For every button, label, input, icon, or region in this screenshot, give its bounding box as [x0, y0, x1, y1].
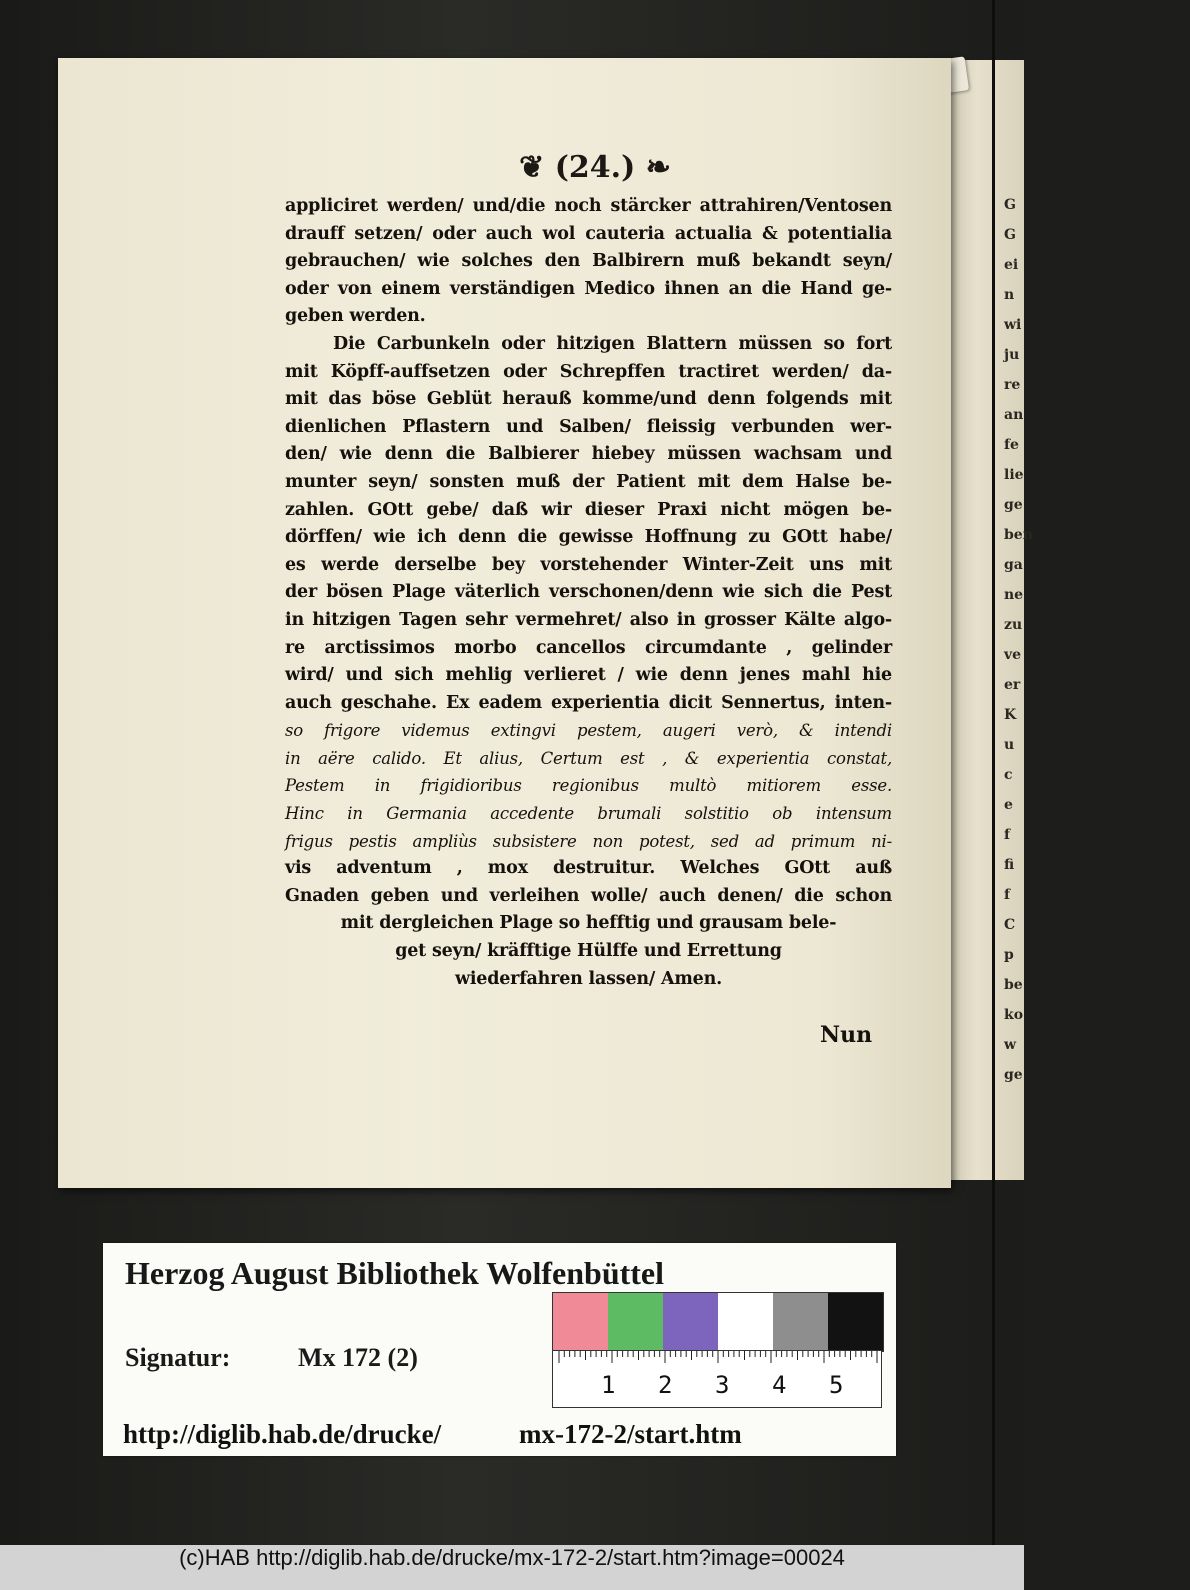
margin-letter: w — [1004, 1037, 1017, 1053]
margin-letter: ge — [1004, 497, 1023, 513]
library-title: Herzog August Bibliothek Wolfenbüttel — [125, 1255, 665, 1291]
text-line: in aëre calido. Et alius, Certum est , & experientia constat, — [285, 748, 892, 768]
ruler-number: 3 — [715, 1371, 730, 1399]
ruler-number: 5 — [829, 1371, 844, 1399]
margin-letter: ei — [1004, 257, 1019, 273]
text-line: den/ wie denn die Balbierer hiebey müssen wachsam und — [285, 444, 892, 465]
text-line: Pestem in frigidioribus regionibus multò mitiorem esse. — [285, 776, 892, 796]
text-line: auch geschahe. Ex eadem experientia dicit Sennertus, inten- — [285, 692, 892, 713]
margin-letter: ge — [1004, 1067, 1023, 1083]
color-swatch — [828, 1293, 883, 1351]
url-part-1: http://diglib.hab.de/drucke/ — [123, 1419, 442, 1449]
color-chart — [552, 1292, 884, 1352]
next-page-letters — [1004, 190, 1033, 1090]
ornament-right: ❧ — [645, 150, 671, 185]
text-line: dienlichen Pflastern und Salben/ fleissig verbunden wer- — [285, 416, 892, 437]
margin-letter: p — [1004, 947, 1014, 963]
margin-letter: lie — [1004, 467, 1024, 483]
catchword: Nun — [820, 1022, 873, 1048]
text-line: vis adventum , mox destruitur. Welches GOtt auß — [285, 858, 892, 879]
color-swatch — [608, 1293, 663, 1351]
text-line: Hinc in Germania accedente brumali solstitio ob intensum — [285, 804, 892, 824]
text-line: get seyn/ kräfftige Hülffe und Errettung — [395, 941, 782, 962]
text-line: geben werden. — [285, 306, 426, 327]
text-line: mit das böse Geblüt herauß komme/und denn folgends mit — [285, 389, 892, 410]
book-edge — [992, 0, 995, 1545]
text-line: wird/ und sich mehlig verlieret / wie denn jenes mahl hie — [285, 665, 892, 686]
margin-letter: n — [1004, 287, 1015, 303]
library-card — [103, 1243, 896, 1456]
margin-letter: ben — [1004, 527, 1033, 543]
ruler-number: 4 — [772, 1371, 787, 1399]
text-line: es werde derselbe bey vorstehender Winter-Zeit uns mit — [285, 554, 892, 575]
color-swatch — [663, 1293, 718, 1351]
page-number: ❦ (24.) ❧ — [519, 150, 671, 185]
signatur-label: Signatur: — [125, 1343, 231, 1372]
text-line: appliciret werden/ und/die noch stärcker attrahiren/Ventosen — [285, 196, 892, 216]
margin-letter: f — [1004, 887, 1011, 903]
margin-letter: c — [1004, 767, 1013, 783]
margin-letter: u — [1004, 737, 1015, 753]
margin-letter: wi — [1004, 317, 1022, 333]
footer-url: (c)HAB http://diglib.hab.de/drucke/mx-172-2/start.htm?image=00024 — [0, 1545, 1024, 1590]
text-line: oder von einem verständigen Medico ihnen an die Hand ge- — [285, 278, 892, 299]
margin-letter: be — [1004, 977, 1023, 993]
text-line: der bösen Plage väterlich verschonen/denn wie sich die Pest — [285, 582, 892, 603]
margin-letter: ko — [1004, 1007, 1024, 1023]
signatur-value: Mx 172 (2) — [298, 1343, 418, 1372]
text-line: in hitzigen Tagen sehr vermehret/ also in grosser Kälte algo- — [285, 609, 892, 630]
ornament-left: ❦ — [519, 150, 545, 185]
text-line: re arctissimos morbo cancellos circumdante , gelinder — [285, 637, 892, 658]
color-swatch — [718, 1293, 773, 1351]
margin-letter: fi — [1004, 857, 1015, 873]
margin-letter: er — [1004, 677, 1021, 693]
margin-letter: ga — [1004, 557, 1023, 573]
margin-letter: ne — [1004, 587, 1024, 603]
margin-letter: f — [1004, 827, 1011, 843]
text-line: wiederfahren lassen/ Amen. — [454, 968, 723, 989]
margin-letter: zu — [1004, 617, 1023, 633]
margin-letter: G — [1004, 197, 1016, 213]
margin-letter: fe — [1004, 437, 1019, 453]
margin-letter: e — [1004, 797, 1013, 813]
text-line: mit dergleichen Plage so hefftig und grausam bele- — [340, 913, 837, 934]
margin-letter: ju — [1004, 347, 1020, 363]
ruler-number: 2 — [658, 1371, 673, 1399]
text-line: Gnaden geben und verleihen wolle/ auch denen/ die schon — [285, 885, 892, 906]
margin-letter: ve — [1004, 647, 1022, 663]
text-line: gebrauchen/ wie solches den Balbirern muß bekandt seyn/ — [285, 251, 892, 272]
text-line: drauff setzen/ oder auch wol cauteria actualia & potentialia — [285, 223, 892, 244]
color-swatch — [553, 1293, 608, 1351]
text-line: munter seyn/ sonsten muß der Patient mit dem Halse be- — [285, 471, 892, 492]
text-line: mit Köpff-auffsetzen oder Schrepffen tractiret werden/ da- — [285, 361, 892, 382]
text-line: Die Carbunkeln oder hitzigen Blattern müssen so fort — [333, 333, 892, 354]
text-line: frigus pestis ampliùs subsistere non potest, sed ad primum ni- — [285, 831, 892, 851]
text-line: zahlen. GOtt gebe/ daß wir dieser Praxi nicht mögen be- — [285, 499, 892, 520]
color-swatch — [773, 1293, 828, 1351]
margin-letter: an — [1004, 407, 1024, 423]
margin-letter: re — [1004, 377, 1021, 393]
margin-letter: K — [1004, 707, 1017, 723]
margin-letter: G — [1004, 227, 1016, 243]
text-line: dörffen/ wie ich denn die gewisse Hoffnung zu GOtt habe/ — [285, 527, 892, 548]
text-line: so frigore videmus extingvi pestem, augeri verò, & intendi — [285, 721, 892, 741]
measurement-ruler — [552, 1350, 882, 1408]
url-part-2: mx-172-2/start.htm — [519, 1419, 742, 1449]
ruler-ticks — [553, 1351, 881, 1363]
page-text — [285, 193, 892, 993]
ruler-number: 1 — [601, 1371, 616, 1399]
margin-letter: C — [1004, 917, 1016, 933]
